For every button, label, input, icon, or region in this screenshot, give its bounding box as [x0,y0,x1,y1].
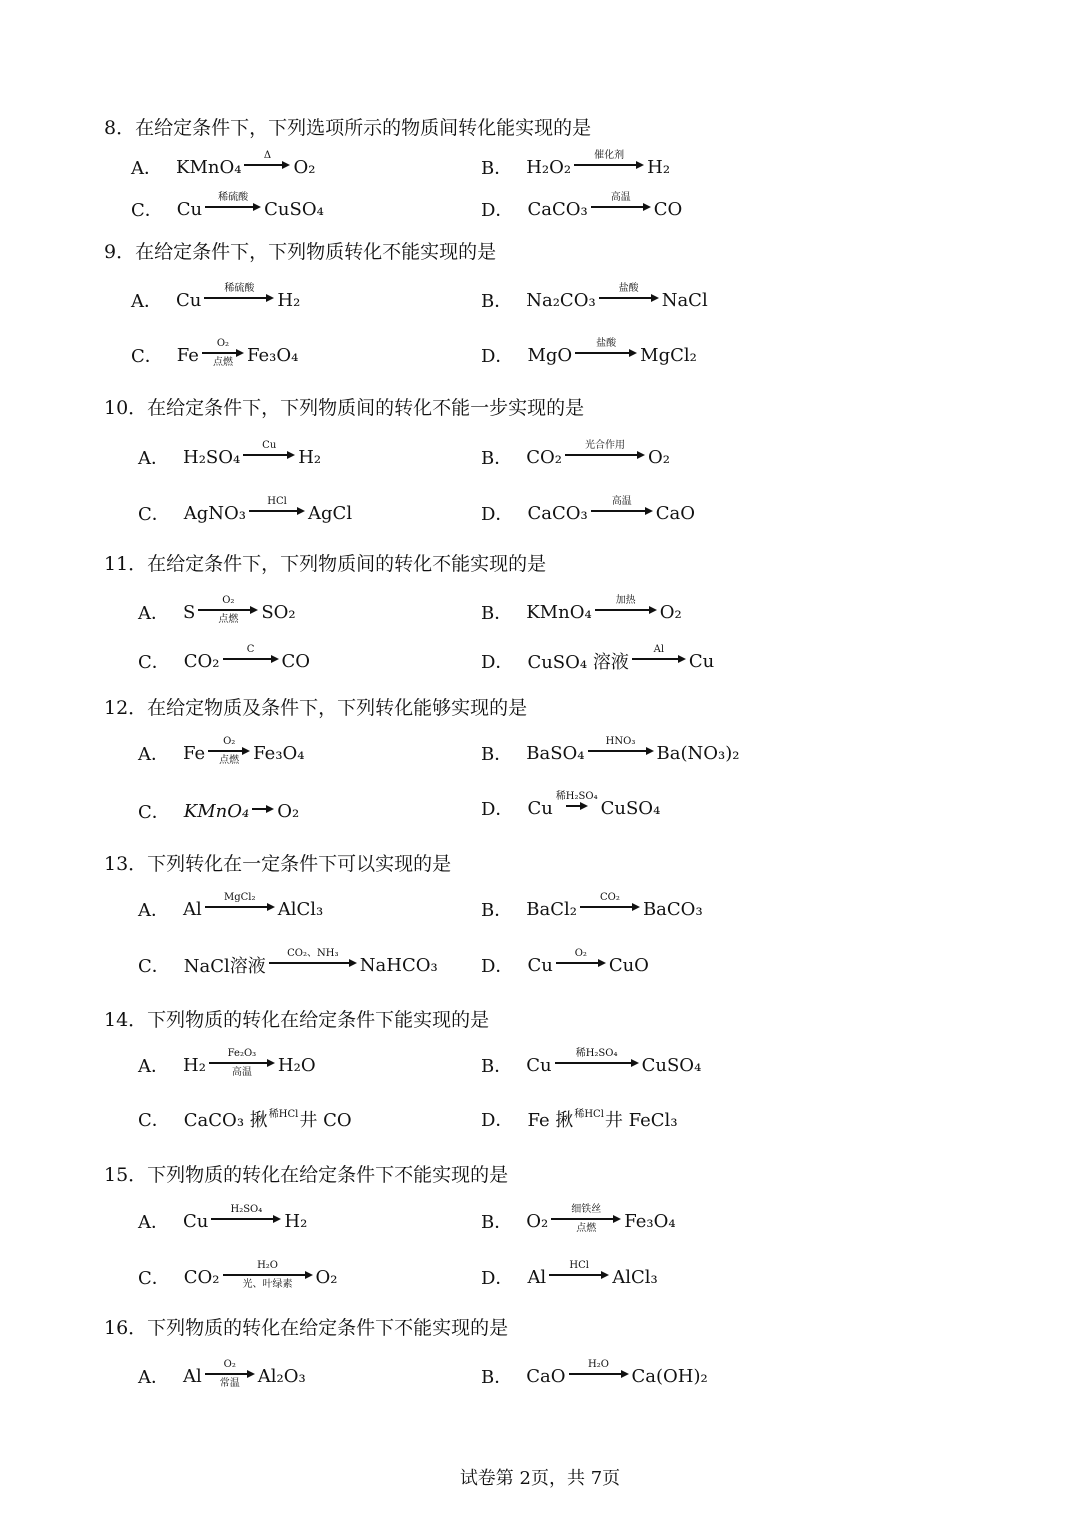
question-10-title: 10．在给定条件下，下列物质间的转化不能一步实现的是 [104,397,585,419]
reaction-arrow [549,1260,609,1290]
reaction-arrow [580,892,640,922]
option-letter: B． [481,1212,513,1233]
q13-option-a[interactable] [138,894,323,924]
q8-option-c[interactable] [131,194,324,224]
reaction-arrow [205,1359,255,1389]
option-letter: C． [138,504,170,525]
reactant: S [183,601,196,623]
product: CaO [655,502,695,524]
reactant: CaCO₃ [527,198,588,220]
product: H₂O [277,1054,316,1076]
arrow-condition-below: 常温 [219,1378,240,1389]
reactant: Fe [176,344,199,366]
arrow-condition: CO₂、NH₃ [287,948,339,959]
q11-option-a[interactable] [138,597,296,627]
q16-option-a[interactable] [138,1361,306,1391]
question-9-title: 9．在给定条件下，下列物质转化不能实现的是 [104,241,497,263]
arrow-condition: C [246,644,255,655]
question-15-title: 15．下列物质的转化在给定条件下不能实现的是 [104,1164,509,1186]
reaction-arrow [211,1204,281,1234]
product: NaHCO₃ [359,954,438,976]
option-letter: D． [481,799,514,820]
arrow-condition: 高温 [611,496,632,507]
product: Al₂O₃ [257,1365,306,1387]
option-letter: C． [138,1110,170,1131]
reaction-arrow [205,192,261,222]
reactant: Fe [183,742,206,764]
q8-option-b[interactable] [481,152,670,182]
reactant: Cu [176,198,203,220]
product: H₂ [298,446,322,468]
product: CuSO₄ [264,198,324,220]
reactant: CaCO₃ 揪 [183,1110,268,1131]
arrow-condition: HCl [267,496,287,507]
option-letter: D． [481,200,514,221]
reactant: KMnO₄ [526,601,592,623]
reaction-arrow [632,644,686,674]
product: Ca(OH)₂ [631,1365,708,1387]
arrow-condition: Δ [263,150,272,161]
arrow-condition: O₂ [223,736,236,747]
arrow-condition: H₂O [588,1359,609,1370]
q9-option-c[interactable] [131,340,298,370]
option-letter: B． [481,744,513,765]
reactant: CO₂ [526,446,562,468]
arrow-condition: Fe₂O₃ [227,1048,257,1059]
reactant: MgO [527,344,573,366]
option-letter: B． [481,900,513,921]
product: Cu [688,650,715,672]
question-12-title: 12．在给定物质及条件下，下列转化能够实现的是 [104,697,528,719]
reactant: Cu [183,1210,209,1232]
reactant: H₂ [183,1054,206,1076]
reactant: KMnO₄ [176,156,242,178]
arrow-condition: 盐酸 [618,283,639,294]
q15-option-a[interactable] [138,1206,307,1236]
product: O₂ [315,1266,338,1288]
reactant: Cu [527,797,553,819]
reaction-arrow [556,791,598,821]
reaction-arrow [198,595,258,625]
option-letter: B． [481,603,513,624]
arrow-condition: 细铁丝 [571,1204,602,1215]
arrow-condition: 加热 [615,595,636,606]
option-letter: A． [138,448,169,469]
option-letter: C． [131,346,163,367]
reactant: Na₂CO₃ [526,289,596,311]
reaction-arrow [565,440,645,470]
reactant: Al [183,898,202,920]
option-letter: B． [481,1056,513,1077]
arrow-condition: 高温 [610,192,631,203]
option-letter: D． [481,652,514,673]
reaction-arrow [204,283,274,313]
q16-option-b[interactable] [481,1361,708,1391]
q13-option-b[interactable] [481,894,703,924]
option-letter: B． [481,1367,513,1388]
option-letter: A． [138,603,169,624]
q12-option-d[interactable] [481,793,660,823]
question-14-title: 14．下列物质的转化在给定条件下能实现的是 [104,1009,490,1031]
arrow-condition: HNO₃ [605,736,636,747]
arrow-condition-below: 高温 [231,1067,252,1078]
reaction-arrow [209,1048,275,1078]
product: CuO [608,954,649,976]
reaction-arrow [575,338,637,368]
q10-option-b[interactable] [481,442,670,472]
q11-option-d[interactable] [481,646,714,676]
reaction-arrow [249,496,305,526]
product: SO₂ [261,601,296,623]
product: AlCl₃ [612,1266,658,1288]
q10-option-a[interactable] [138,442,321,472]
garbled-condition: 稀HCl [268,1108,299,1120]
q15-option-c[interactable] [138,1262,338,1292]
reactant: H₂SO₄ [183,446,241,468]
reactant: CaO [526,1365,566,1387]
reactant: BaSO₄ [526,742,585,764]
q10-option-c[interactable] [138,498,352,528]
reaction-arrow [556,948,606,978]
q10-option-d[interactable] [481,498,695,528]
reactant: Cu [176,289,202,311]
q9-option-a[interactable] [131,285,300,315]
product: CO [281,650,311,672]
reactant: CO₂ [183,1266,220,1288]
q12-option-c[interactable] [138,796,299,826]
arrow-condition-below: 点燃 [218,614,239,625]
product: CuSO₄ [600,797,661,819]
arrow-condition-below: 点燃 [219,755,240,766]
question-13-title: 13．下列转化在一定条件下可以实现的是 [104,853,452,875]
option-letter: C． [138,652,170,673]
product: Fe₃O₄ [624,1210,676,1232]
reaction-arrow [599,283,659,313]
product: Fe₃O₄ [246,344,299,366]
arrow-condition: 盐酸 [596,338,617,349]
arrow-condition: 稀硫酸 [218,192,249,203]
arrow-condition: O₂ [222,595,235,606]
arrow-condition: HCl [569,1260,589,1271]
product: NaCl [661,289,708,311]
option-letter: D． [481,1110,514,1131]
reactant: Al [527,1266,547,1288]
option-letter: A． [138,1367,169,1388]
q14-option-d[interactable] [481,1106,678,1132]
reaction-arrow [551,1204,621,1234]
q14-option-c[interactable] [138,1106,352,1132]
page-footer: 试卷第 2页，共 7页 [459,1468,621,1489]
reaction-arrow [591,192,651,222]
product: CuSO₄ [641,1054,702,1076]
reaction-arrow [223,644,279,674]
reaction-arrow [244,150,290,180]
product: H₂ [277,289,301,311]
product: H₂ [647,156,671,178]
question-16-title: 16．下列物质的转化在给定条件下不能实现的是 [104,1317,509,1339]
reaction-arrow [569,1359,629,1389]
option-letter: C． [131,200,163,221]
q15-option-d[interactable] [481,1262,658,1292]
q12-option-b[interactable] [481,738,739,768]
arrow-condition: 稀硫酸 [224,283,255,294]
q14-option-a[interactable] [138,1050,316,1080]
option-letter: B． [481,158,513,179]
q11-option-c[interactable] [138,646,310,676]
reactant: NaCl溶液 [183,956,266,977]
product: 井 FeCl₃ [604,1110,678,1131]
garbled-condition: 稀HCl [574,1108,604,1120]
product: O₂ [277,800,300,822]
reaction-arrow [252,794,274,824]
arrow-condition: Al [653,644,665,655]
q13-option-d[interactable] [481,950,649,980]
option-letter: A． [138,900,169,921]
reactant: Fe 揪 [527,1110,574,1131]
reaction-arrow [205,892,275,922]
reaction-arrow [595,595,657,625]
reactant: CuSO₄ 溶液 [527,652,629,673]
option-letter: D． [481,956,514,977]
option-letter: A． [138,1212,169,1233]
reactant: KMnO₄ [183,800,250,822]
q15-option-b[interactable] [481,1206,676,1236]
q8-option-a[interactable] [131,152,315,182]
reaction-arrow [555,1048,639,1078]
reactant: Cu [527,954,553,976]
option-letter: A． [131,291,162,312]
q12-option-a[interactable] [138,738,305,768]
arrow-condition: H₂O [257,1260,278,1271]
reactant: AgNO₃ [183,502,247,524]
option-letter: D． [481,1268,514,1289]
q11-option-b[interactable] [481,597,682,627]
arrow-condition: 稀H₂SO₄ [575,1048,618,1059]
q13-option-c[interactable] [138,950,438,980]
q8-option-d[interactable] [481,194,682,224]
arrow-condition: O₂ [223,1359,236,1370]
product: BaCO₃ [642,898,703,920]
option-letter: A． [138,744,169,765]
arrow-condition: 光合作用 [584,440,625,451]
reactant: Al [183,1365,202,1387]
product: O₂ [659,601,682,623]
reaction-arrow [574,150,644,180]
product: AlCl₃ [277,898,324,920]
reactant: BaCl₂ [526,898,577,920]
option-letter: C． [138,956,170,977]
product: H₂ [284,1210,308,1232]
reaction-arrow [269,948,357,978]
option-letter: D． [481,346,514,367]
q9-option-d[interactable] [481,340,697,370]
arrow-condition: 催化剂 [594,150,625,161]
arrow-condition: O₂ [574,948,587,959]
arrow-condition: O₂ [216,338,230,349]
product: O₂ [293,156,316,178]
product: MgCl₂ [640,344,697,366]
option-letter: D． [481,504,514,525]
reactant: CaCO₃ [527,502,588,524]
reaction-arrow [208,736,250,766]
q9-option-b[interactable] [481,285,708,315]
reactant: O₂ [526,1210,549,1232]
product: AgCl [308,502,353,524]
product: Ba(NO₃)₂ [656,742,740,764]
arrow-condition: MgCl₂ [224,892,256,903]
arrow-condition: Cu [262,440,277,451]
arrow-condition: 稀H₂SO₄ [555,791,598,802]
reactant: CO₂ [183,650,220,672]
product: O₂ [647,446,670,468]
reaction-arrow [243,440,295,470]
question-8-title: 8．在给定条件下，下列选项所示的物质间转化能实现的是 [104,117,592,139]
arrow-condition: H₂SO₄ [230,1204,263,1215]
reactant: H₂O₂ [526,156,572,178]
question-11-title: 11．在给定条件下，下列物质间的转化不能实现的是 [104,553,547,575]
option-letter: C． [138,1268,170,1289]
reactant: Cu [526,1054,552,1076]
reaction-arrow [591,496,653,526]
product: Fe₃O₄ [253,742,305,764]
arrow-condition-below: 光、叶绿素 [242,1279,293,1290]
option-letter: B． [481,448,513,469]
option-letter: C． [138,802,170,823]
reaction-arrow [223,1260,313,1290]
product: CO [653,198,683,220]
product: 井 CO [299,1110,352,1131]
option-letter: B． [481,291,513,312]
arrow-condition-below: 点燃 [576,1223,597,1234]
q14-option-b[interactable] [481,1050,701,1080]
arrow-condition-below: 点燃 [212,357,233,368]
reaction-arrow [588,736,654,766]
option-letter: A． [138,1056,169,1077]
arrow-condition: CO₂ [600,892,620,903]
option-letter: A． [131,158,162,179]
reaction-arrow [202,338,244,368]
